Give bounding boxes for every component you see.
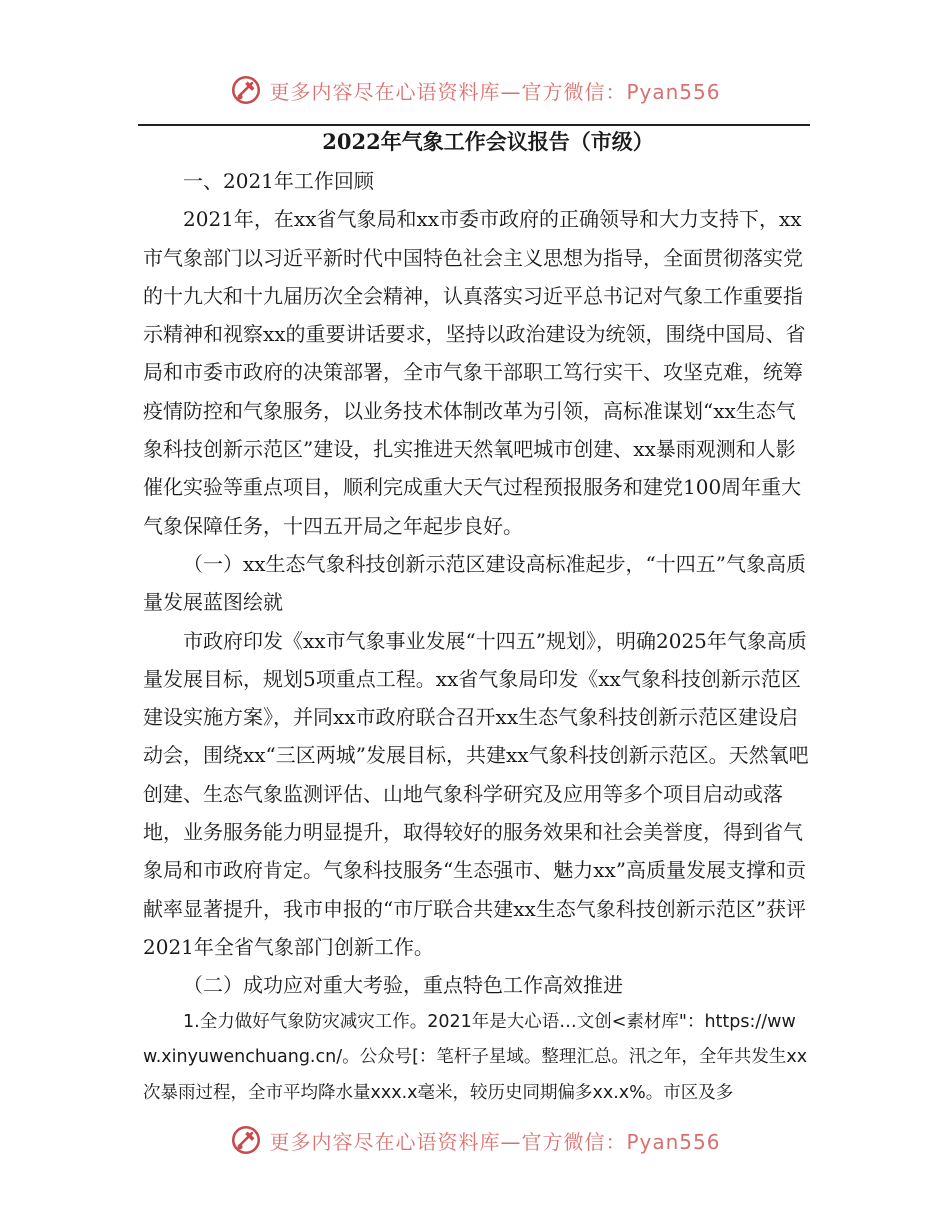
logo-seal-icon [229, 1123, 263, 1157]
paragraph-3: 1.全力做好气象防灾减灾工作。2021年是大心语…文创<素材库"：https://www.xinyuwenchuang.cn/。公众号[：笔杆子星域。整理汇总。汛之年，全年共发生xx次暴雨过程，全市平均降水量xxx.x毫米，较历史同期偏多xx.x%。市区及多 [143, 1011, 808, 1103]
document-title: 2022年气象工作会议报告（市级） [322, 129, 654, 154]
banner-text: 更多内容尽在心语资料库—官方微信：Pyan556 [269, 79, 721, 104]
paragraph-2: 市政府印发《xx市气象事业发展“十四五”规划》，明确2025年气象高质量发展目标，规划5项重点工程。xx省气象局印发《xx气象科技创新示范区建设实施方案》，并同xx市政府联合召开xx生态气象科技创新示范区建设启动会，围绕xx“三区两城”发展目标，共建xx气象科技创新示范区。天然氧吧创建、生态气象监测评估、山地气象科学研究及应用等多个项目启动或落地，业务服务能力明显提升，取得较好的服务效果和社会美誉度，得到省气象局和市政府肯定。气象科技服务“生态强市、魅力xx”高质量发展支撑和贡献率显著提升，我市申报的“市厅联合共建xx生态气象科技创新示范区”获评2021年全省气象部门创新工作。 [143, 628, 809, 959]
footer-banner [0, 1118, 950, 1162]
document-body [143, 122, 813, 1111]
logo-seal-icon [229, 73, 263, 107]
banner-text: 更多内容尽在心语资料库—官方微信：Pyan556 [269, 1129, 721, 1154]
subheading-1: （一）xx生态气象科技创新示范区建设高标准起步，“十四五”气象高质量发展蓝图绘就 [143, 551, 807, 615]
section-heading: 一、2021年工作回顾 [183, 169, 374, 193]
paragraph-1: 2021年，在xx省气象局和xx市委市政府的正确领导和大力支持下，xx市气象部门以习近平新时代中国特色社会主义思想为指导，全面贯彻落实党的十九大和十九届历次全会精神，认真落实习近平总书记对气象工作重要指示精神和视察xx的重要讲话要求，坚持以政治建设为统领，围绕中国局、省局和市委市政府的决策部署，全市气象干部职工笃行实干、攻坚克难，统筹疫情防控和气象服务，以业务技术体制改革为引领，高标准谋划“xx生态气象科技创新示范区”建设，扎实推进天然氧吧城市创建、xx暴雨观测和人影催化实验等重点项目，顺利完成重大天气过程预报服务和建党100周年重大气象保障任务，十四五开局之年起步良好。 [143, 207, 806, 538]
subheading-2: （二）成功应对重大考验，重点特色工作高效推进 [183, 973, 623, 998]
header-banner [0, 68, 950, 112]
